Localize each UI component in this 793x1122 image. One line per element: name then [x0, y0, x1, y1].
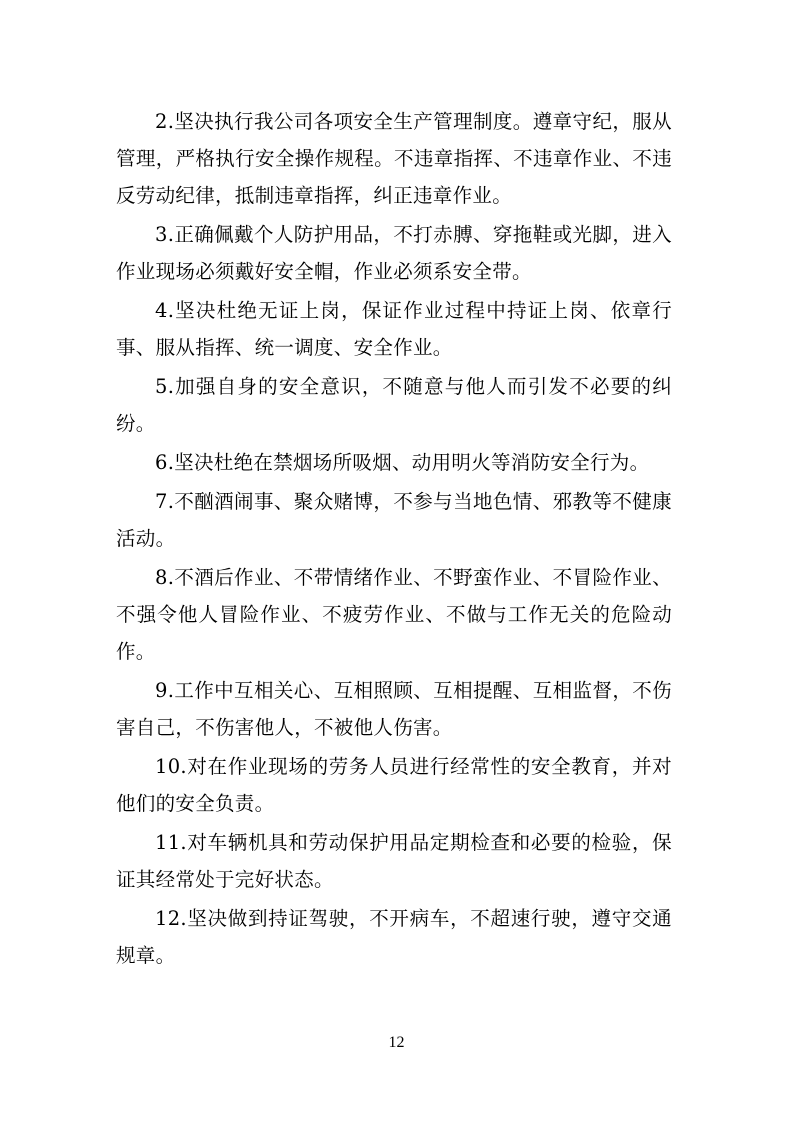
paragraph-item-2: 2.坚决执行我公司各项安全生产管理制度。遵章守纪，服从管理，严格执行安全操作规程。不违章指挥、不违章作业、不违反劳动纪律，抵制违章指挥，纠正违章作业。: [116, 110, 672, 207]
paragraph-item-4: 4.坚决杜绝无证上岗，保证作业过程中持证上岗、依章行事、服从指挥、统一调度、安全作业。: [116, 299, 672, 359]
page-number: 12: [388, 1034, 405, 1051]
paragraph-item-6: 6.坚决杜绝在禁烟场所吸烟、动用明火等消防安全行为。: [155, 451, 650, 474]
paragraph-item-3: 3.正确佩戴个人防护用品，不打赤膊、穿拖鞋或光脚，进入作业现场必须戴好安全帽，作业必须系安全带。: [116, 223, 672, 283]
paragraph-item-11: 11.对车辆机具和劳动保护用品定期检查和必要的检验，保证其经常处于完好状态。: [116, 831, 672, 891]
paragraph-item-9: 9.工作中互相关心、互相照顾、互相提醒、互相监督，不伤害自己，不伤害他人，不被他人伤害。: [116, 679, 672, 739]
document-body: [116, 103, 672, 976]
paragraph-item-8: 8.不酒后作业、不带情绪作业、不野蛮作业、不冒险作业、不强令他人冒险作业、不疲劳作业、不做与工作无关的危险动作。: [116, 566, 672, 663]
paragraph-item-12: 12.坚决做到持证驾驶，不开病车，不超速行驶，遵守交通规章。: [116, 907, 672, 967]
paragraph-item-5: 5.加强自身的安全意识，不随意与他人而引发不必要的纠纷。: [116, 375, 672, 435]
paragraph-item-10: 10.对在作业现场的劳务人员进行经常性的安全教育，并对他们的安全负责。: [116, 755, 672, 815]
paragraph-item-7: 7.不酗酒闹事、聚众赌博，不参与当地色情、邪教等不健康活动。: [116, 490, 672, 550]
